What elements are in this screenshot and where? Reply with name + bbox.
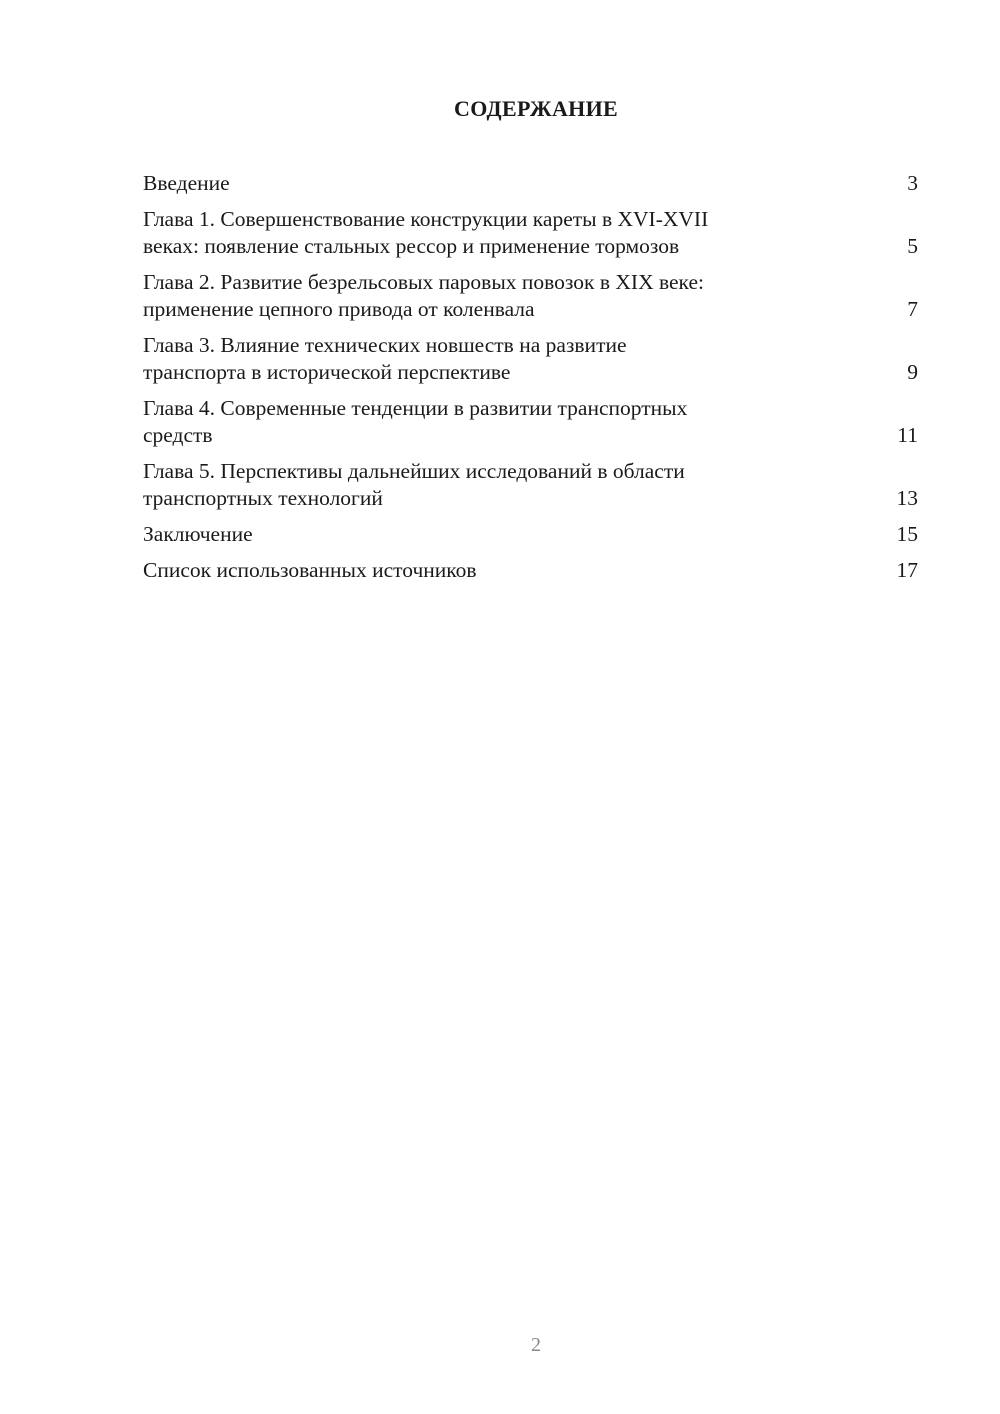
toc-entry-page-number: 11 xyxy=(897,423,918,447)
toc-entry-chapter-1[interactable] xyxy=(143,206,918,260)
toc-entry-page-number: 3 xyxy=(907,171,918,195)
toc-entry-title: Заключение xyxy=(143,522,253,546)
page-title: СОДЕРЖАНИЕ xyxy=(454,96,618,121)
toc-entry-page-number: 13 xyxy=(896,486,918,510)
toc-entry-title: Введение xyxy=(143,171,230,195)
toc-entry-title: Список использованных источников xyxy=(143,558,477,582)
toc-entry-page-number: 7 xyxy=(907,297,918,321)
table-of-contents xyxy=(143,170,918,593)
toc-entry-chapter-3[interactable] xyxy=(143,332,918,386)
toc-entry-chapter-4[interactable] xyxy=(143,395,918,449)
toc-entry-title: Глава 2. Развитие безрельсовых паровых повозок в XIX веке: применение цепного привода от коленвала xyxy=(143,270,704,321)
toc-entry-title: Глава 4. Современные тенденции в развитии транспортных средств xyxy=(143,396,688,447)
toc-entry-page-number: 17 xyxy=(896,558,918,582)
page-number: 2 xyxy=(531,1334,541,1356)
toc-entry-page-number: 5 xyxy=(907,234,918,258)
toc-entry-page-number: 9 xyxy=(907,360,918,384)
toc-entry-chapter-2[interactable] xyxy=(143,269,918,323)
toc-entry-conclusion[interactable] xyxy=(143,521,918,548)
toc-entry-references[interactable] xyxy=(143,557,918,584)
toc-entry-title: Глава 5. Перспективы дальнейших исследований в области транспортных технологий xyxy=(143,459,685,510)
toc-entry-title: Глава 3. Влияние технических новшеств на развитие транспорта в исторической перспективе xyxy=(143,333,627,384)
toc-entry-page-number: 15 xyxy=(896,522,918,546)
toc-entry-chapter-5[interactable] xyxy=(143,458,918,512)
toc-entry-introduction[interactable] xyxy=(143,170,918,197)
toc-entry-title: Глава 1. Совершенствование конструкции кареты в XVI-XVII веках: появление стальных рессор и применение тормозов xyxy=(143,207,709,258)
